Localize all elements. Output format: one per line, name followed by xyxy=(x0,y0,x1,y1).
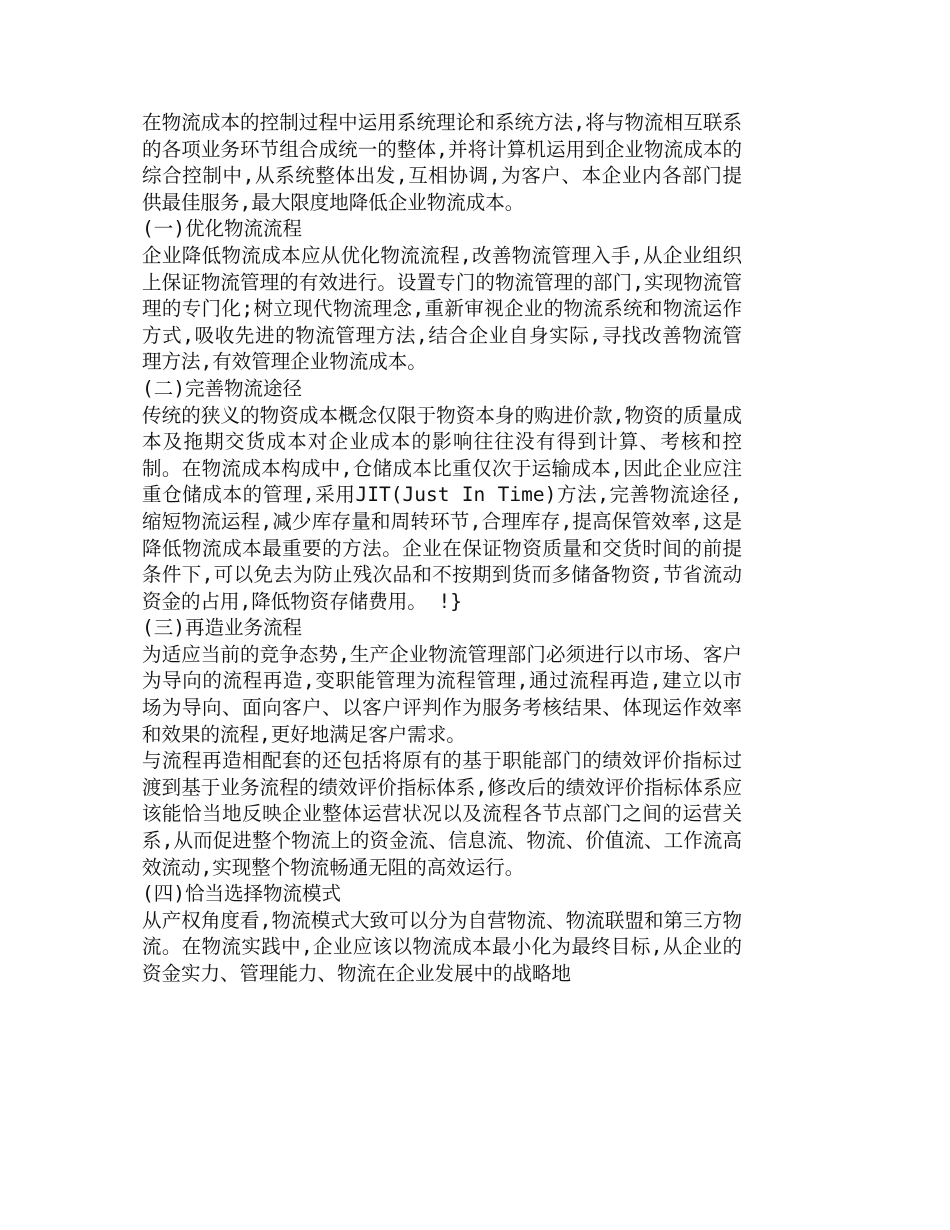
section-paragraph-optimize-process: 企业降低物流成本应从优化物流流程,改善物流管理入手,从企业组织上保证物流管理的有效进行。设置专门的物流管理的部门,实现物流管理的专门化;树立现代物流理念,重新审视企业的物流系统和物流运作方式,吸收先进的物流管理方法,结合企业自身实际,寻找改善物流管理方法,有效管理企业物流成本。 xyxy=(142,243,742,374)
section-paragraph-logistics-mode: 从产权角度看,物流模式大致可以分为自营物流、物流联盟和第三方物流。在物流实践中,企业应该以物流成本最小化为最终目标,从企业的资金实力、管理能力、物流在企业发展中的战略地 xyxy=(142,908,742,985)
intro-paragraph: 在物流成本的控制过程中运用系统理论和系统方法,将与物流相互联系的各项业务环节组合成统一的整体,并将计算机运用到企业物流成本的综合控制中,从系统整体出发,互相协调,为客户、本企业内各部门提供最佳服务,最大限度地降低企业物流成本。 xyxy=(142,111,742,214)
document-body xyxy=(142,110,742,988)
section-paragraph-reengineer-process-1: 为适应当前的竞争态势,生产企业物流管理部门必须进行以市场、客户为导向的流程再造,变职能管理为流程管理,通过流程再造,建立以市场为导向、面向客户、以客户评判作为服务考核结果、体现运作效率和效果的流程,更好地满足客户需求。 xyxy=(142,642,742,746)
section-heading-improve-channels: (二)完善物流途径 xyxy=(142,376,302,400)
section-heading-optimize-process: (一)优化物流流程 xyxy=(142,217,302,241)
section-heading-logistics-mode: (四)恰当选择物流模式 xyxy=(142,882,341,906)
section-paragraph-reengineer-process-2: 与流程再造相配套的还包括将原有的基于职能部门的绩效评价指标过渡到基于业务流程的绩效评价指标体系,修改后的绩效评价指标体系应该能恰当地反映企业整体运营状况以及流程各节点部门之间的运营关系,从而促进整个物流上的资金流、信息流、物流、价值流、工作流高效流动,实现整个物流畅通无阻的高效运行。 xyxy=(142,749,742,879)
section-heading-reengineer-process: (三)再造业务流程 xyxy=(142,616,302,640)
section-paragraph-improve-channels: 传统的狭义的物资成本概念仅限于物资本身的购进价款,物资的质量成本及拖期交货成本对企业成本的影响往往没有得到计算、考核和控制。在物流成本构成中,仓储成本比重仅次于运输成本,因此企业应注重仓储成本的管理,采用JIT(Just In Time)方法,完善物流途径,缩短物流运程,减少库存量和周转环节,合理库存,提高保管效率,这是降低物流成本最重要的方法。企业在保证物资质量和交货时间的前提条件下,可以免去为防止残次品和不按期到货而多储备物资,节省流动资金的占用,降低物资存储费用。 !} xyxy=(142,403,742,613)
